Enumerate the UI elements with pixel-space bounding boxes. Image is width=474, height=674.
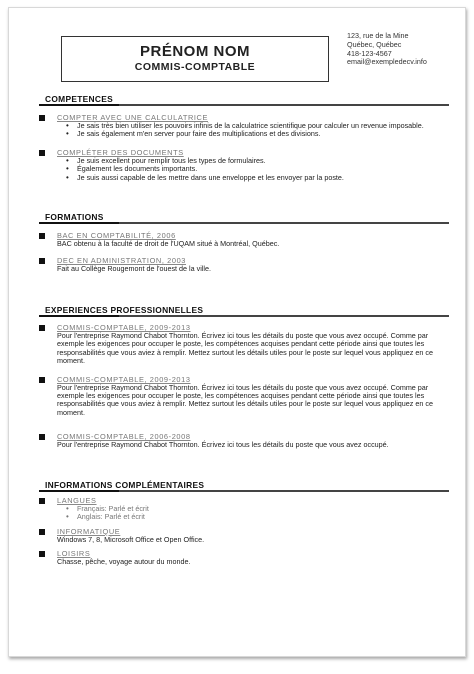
bullet-square-icon (39, 325, 45, 331)
education-text: BAC obtenu à la faculté de droit de l'UQAM situé à Montréal, Québec. (57, 239, 280, 248)
bullet-square-icon (39, 377, 45, 383)
list-item: • Également les documents importants. (77, 165, 449, 173)
contact-email: email@exempledecv.info (347, 57, 427, 67)
section-title-formations: FORMATIONS (39, 212, 449, 224)
list-item: • Je sais très bien utiliser les pouvoirs infinis de la calculatrice scientifique pour calculer un revenue imposable. (77, 122, 449, 130)
info-entry-langues (39, 497, 449, 522)
section-title-informations: INFORMATIONS COMPLÉMENTAIRES (39, 480, 449, 492)
experience-entry (39, 376, 449, 418)
bullet-square-icon (39, 434, 45, 440)
skill-title: COMPTER AVEC UNE CALCULATRICE (57, 113, 208, 122)
experience-title: COMMIS-COMPTABLE, 2006-2008 (57, 432, 191, 442)
education-text: Fait au Collège Rougemont de l'ouest de la ville. (57, 264, 211, 274)
list-item: • Je sais également m'en server pour faire des multiplications et des divisions. (77, 130, 449, 138)
list-item: • Anglais: Parlé et écrit (77, 513, 449, 521)
section-competences (39, 94, 449, 182)
section-title-competences: COMPETENCES (39, 94, 449, 106)
bullet-square-icon (39, 115, 45, 121)
experience-entry (39, 324, 449, 366)
list-item: • Français: Parlé et écrit (77, 505, 449, 513)
experience-text: Pour l'entreprise Raymond Chabot Thornton. Écrivez ici tous les détails du poste que vous avez occupé. Comme par exemple les exigences pour occuper le poste, les compétences acquises pendant cette période ainsi que toutes les responsabilités que vous aviez à remplir. Mettez surtout les détails utiles pour le poste sur lequel vous appliquez en ce moment. (57, 382, 433, 417)
section-formations (39, 212, 449, 274)
section-title-experiences: EXPERIENCES PROFESSIONNELLES (39, 305, 449, 317)
skill-bullets (57, 157, 449, 182)
education-entry (39, 257, 449, 273)
bullet-square-icon (39, 551, 45, 557)
contact-address: 123, rue de la Mine (347, 31, 409, 40)
bullet-square-icon (39, 498, 45, 504)
section-experiences (39, 305, 449, 450)
info-entry-loisirs (39, 550, 449, 566)
language-list (57, 505, 449, 522)
education-entry (39, 232, 449, 248)
experience-text: Pour l'entreprise Raymond Chabot Thornton. Écrivez ici tous les détails du poste que vous avez occupé. (57, 440, 389, 450)
education-title: DEC EN ADMINISTRATION, 2003 (57, 256, 186, 266)
skill-bullets (57, 122, 449, 139)
skill-entry (39, 114, 449, 139)
bullet-square-icon (39, 529, 45, 535)
experience-title: COMMIS-COMPTABLE, 2009-2013 (57, 323, 191, 332)
info-title: LOISIRS (57, 549, 91, 559)
bullet-square-icon (39, 150, 45, 156)
name-box (61, 36, 329, 82)
experience-text: Pour l'entreprise Raymond Chabot Thornton. Écrivez ici tous les détails du poste que vous avez occupé. Comme par exemple les exigences pour occuper le poste, les compétences acquises pendant cette période ainsi que toutes les responsabilités que vous aviez à remplir. Mettez surtout les détails utiles pour le poste sur lequel vous appliquez en ce moment. (57, 331, 433, 366)
experience-entry (39, 433, 449, 449)
list-item: • Je suis aussi capable de les mettre dans une enveloppe et les envoyer par la poste. (77, 174, 449, 182)
info-text: Chasse, pêche, voyage autour du monde. (57, 557, 191, 567)
contact-phone: 418-123-4567 (347, 48, 392, 58)
bullet-square-icon (39, 258, 45, 264)
job-title: COMMIS-COMPTABLE (134, 61, 256, 73)
bullet-square-icon (39, 233, 45, 239)
list-item: • Je suis excellent pour remplir tous les types de formulaires. (77, 157, 449, 165)
info-title: LANGUES (57, 496, 97, 505)
education-title: BAC EN COMPTABILITÉ, 2006 (57, 231, 176, 240)
skill-entry (39, 149, 449, 182)
info-text: Windows 7, 8, Microsoft Office et Open Office. (57, 534, 205, 544)
info-entry-informatique (39, 528, 449, 544)
contact-city: Québec, Québec (347, 39, 402, 49)
section-informations (39, 480, 449, 567)
resume-page (8, 7, 466, 657)
skill-title: COMPLÉTER DES DOCUMENTS (57, 147, 184, 157)
person-name: PRÉNOM NOM (140, 43, 250, 60)
info-title: INFORMATIQUE (57, 526, 121, 536)
experience-title: COMMIS-COMPTABLE, 2009-2013 (57, 374, 191, 384)
contact-block (347, 32, 427, 67)
